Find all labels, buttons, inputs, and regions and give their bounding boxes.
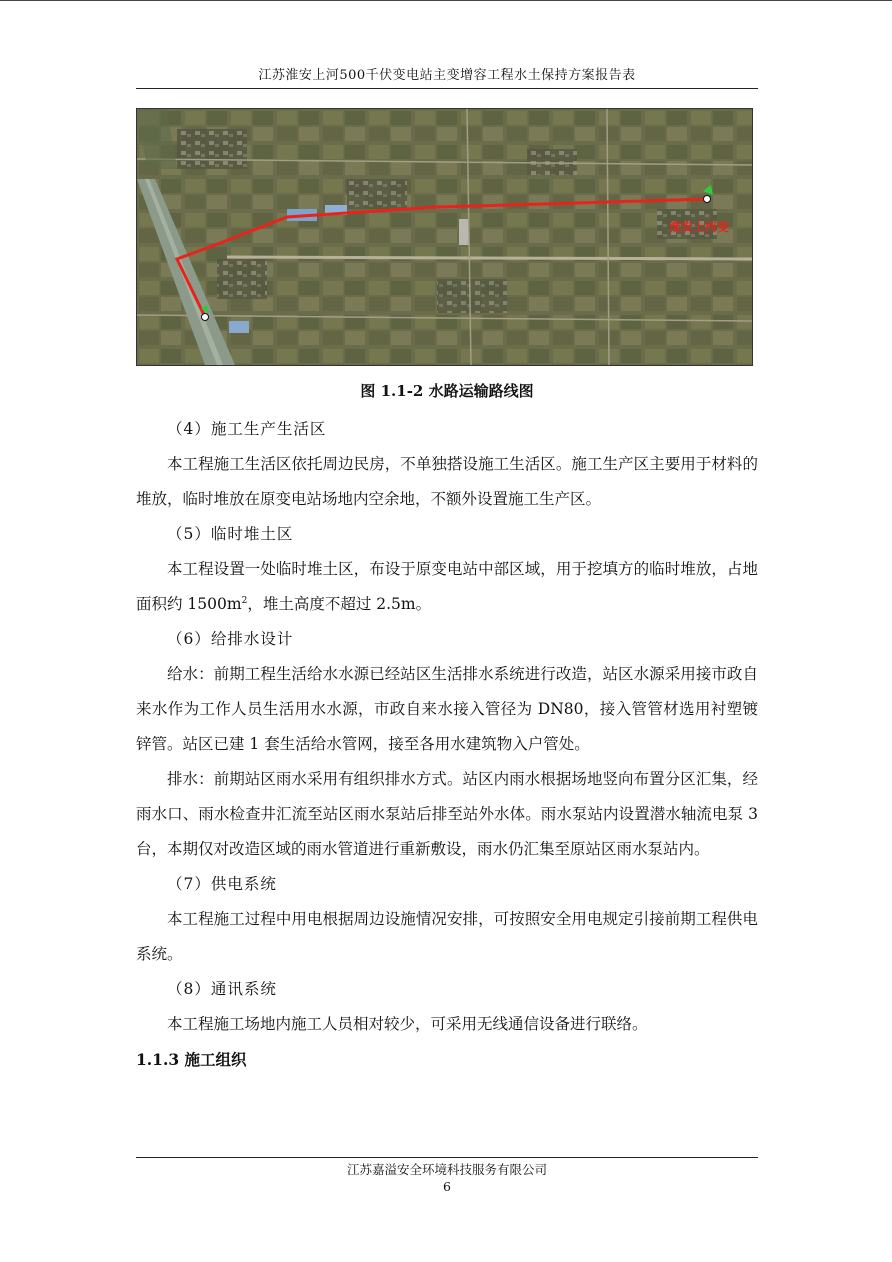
village-area (177, 129, 247, 169)
blue-building (229, 321, 249, 333)
header-rule (136, 88, 758, 89)
body-paragraph: 给水：前期工程生活给水水源已经站区生活排水系统进行改造，站区水源采用接市政自来水作为工作人员生活用水水源，市政自来水接入管径为 DN80，接入管管材选用衬塑镀锌管。站区已建 1 套生活给水管网，接至各用水建筑物入户管处。 (136, 665, 758, 753)
paragraph-text: ，堆土高度不超过 2.5m。 (247, 595, 432, 613)
body-paragraph: 本工程施工生活区依托周边民房，不单独搭设施工生活区。施工生产区主要用于材料的堆放，临时堆放在原变电站场地内空余地，不额外设置施工生产区。 (136, 455, 758, 508)
subsection-heading: （8）通讯系统 (167, 980, 277, 998)
subsection-heading: （7）供电系统 (167, 875, 277, 893)
subsection-heading: （4）施工生产生活区 (167, 420, 327, 438)
subsection-heading: （6）给排水设计 (167, 630, 294, 648)
figure-caption: 图 1.1-2 水路运输路线图 (360, 382, 534, 400)
body-paragraph: 排水：前期站区雨水采用有组织排水方式。站区内雨水根据场地竖向布置分区汇集，经雨水口、雨水检查井汇流至站区雨水泵站后排至站外水体。雨水泵站内设置潜水轴流电泵 3 台，本期仅对改造区域的雨水管道进行重新敷设，雨水仍汇集至原站区雨水泵站内。 (136, 770, 758, 858)
page-top-border (0, 0, 892, 1)
footer-rule (136, 1157, 758, 1158)
satellite-map-figure (136, 108, 753, 366)
building (459, 219, 469, 245)
start-marker (202, 314, 209, 321)
village-area (347, 179, 407, 209)
paragraph-text: 本工程设置一处临时堆土区，布设于原变电站中部区域，用于挖填方的临时堆放，占地面积约 1500m (136, 560, 758, 613)
village-area (437, 279, 507, 313)
section-heading: 1.1.3 施工组织 (136, 1050, 247, 1069)
body-text (136, 412, 758, 1077)
page-number: 6 (443, 1179, 451, 1194)
running-header: 江苏淮安上河500千伏变电站主变增容工程水土保持方案报告表 (258, 68, 636, 83)
end-marker (704, 196, 711, 203)
superscript: 2 (241, 595, 248, 606)
village-area (217, 259, 267, 299)
body-paragraph: 本工程施工场地内施工人员相对较少，可采用无线通信设备进行联络。 (167, 1015, 648, 1033)
body-paragraph: 本工程施工过程中用电根据周边设施情况安排，可按照安全用电规定引接前期工程供电系统。 (136, 910, 758, 963)
road (227, 257, 752, 259)
substation-label: 淮安上河变 (669, 220, 730, 234)
map-svg (137, 109, 752, 365)
village-area (527, 149, 577, 175)
footer-company: 江苏嘉溢安全环境科技服务有限公司 (346, 1162, 547, 1177)
body-paragraph (136, 552, 758, 622)
subsection-heading: （5）临时堆土区 (167, 525, 294, 543)
